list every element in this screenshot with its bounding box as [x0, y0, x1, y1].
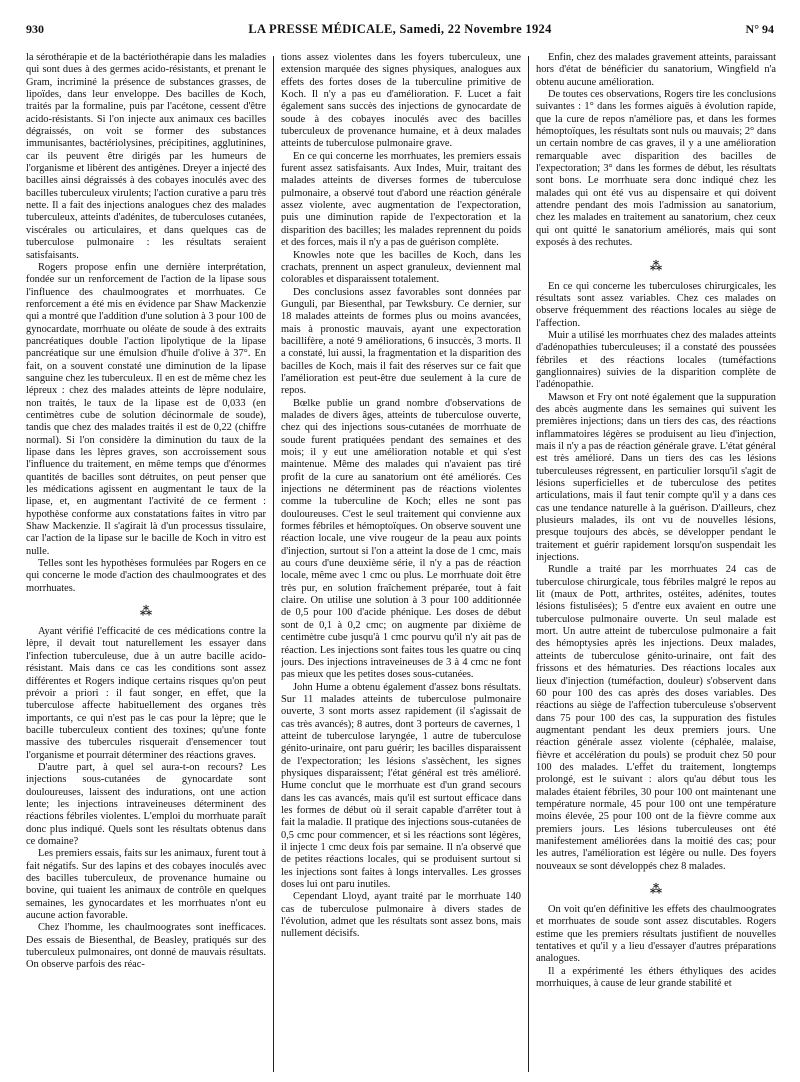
paragraph: On voit qu'en définitive les effets des chaulmoogrates et morrhuates de soude sont assez discutables. Rogers estime que les premiers résultats justifient de nouvelles tentatives et qu'il y a lieu d'essayer d'autres préparations analogues. — [536, 904, 776, 965]
column-rule — [528, 56, 529, 1072]
paragraph: Ayant vérifié l'efficacité de ces médications contre la lèpre, il devait tout naturellement les essayer dans l'infection tuberculeuse, due à un autre bacille acido-résistant. Mais dans ce cas les conditions sont assez différentes et Rogers indique certains risques qu'on peut prévoir a priori : il faut songer, en effet, que la tuberculose affecte habituellement des organes très importants, ce qui n'est pas le cas pour la lèpre; que le bacille tuberculeux contient des toxines; qu'une fonte massive des tubercules risquerait d'ensemencer tout l'organisme et pourrait déterminer des réactions graves. — [26, 626, 266, 761]
text-column-1 — [26, 52, 266, 1074]
journal-title: LA PRESSE MÉDICALE, Samedi, 22 Novembre 1924 — [248, 22, 552, 36]
paragraph: Cependant Lloyd, ayant traité par le morrhuate 140 cas de tuberculose pulmonaire à divers stades de l'évolution, admet que les résultats sont assez bons, mais nullement décisifs. — [281, 891, 521, 940]
paragraph: Bœlke publie un grand nombre d'observations de malades de divers âges, atteints de tuberculose ouverte, chez qui des injections sous-cutanées de morrhuate de soude furent pratiquées pendant des semaines et des mois; il y eut une amélioration notable et qui s'est maintenue. Même des malades qui n'avaient pas tiré profit de la cure au sanatorium ont été améliorés. Ces injections ne déterminent pas de réactions violentes comme la tuberculine de Koch; elles ne sont pas douloureuses. C'est le seul traitement qui convienne aux formes fébriles et hémoptoïques. On observe souvent une réaction locale, une vive rougeur de la peau aux points d'injection, surtout si l'on a atteint la dose de 1 cmc, mais au cours d'une deuxième série, il n'y a pas de réaction locale, même avec 1 cmc ou plus. Le morrhuate doit être très pur, en solution fraîchement préparée, tout à fait claire. On utilise une solution à 3 pour 100 additionnée de 0,5 pour 100 d'acide phénique. Les doses de début sont de 0,1 à 0,2 cmc; on augmente par dixième de centimètre cube jusqu'à 1 cmc pourvu qu'il n'y ait pas de réaction. Les injections sont faites tous les quatre ou cinq jours. Des injections intraveineuses de 3 à 4 cmc ne font pas mieux que les petites doses sous-cutanées. — [281, 397, 521, 681]
column-rule — [273, 56, 274, 1072]
paragraph: Il a expérimenté les éthers éthyliques des acides morrhuiques, à cause de leur grande stabilité et — [536, 965, 776, 990]
paragraph: Enfin, chez des malades gravement atteints, paraissant hors d'état de bénéficier du sanatorium, Wingfield n'a obtenu aucune amélioration. — [536, 52, 776, 88]
article-body — [26, 52, 776, 1074]
paragraph: Muir a utilisé les morrhuates chez des malades atteints d'adénopathies tuberculeuses; il a constaté des poussées fébriles et des réactions locales (tuméfactions ganglionnaires) suivies de la disparition complète de l'adénopathie. — [536, 329, 776, 391]
paragraph: Telles sont les hypothèses formulées par Rogers en ce qui concerne le mode d'action des chaulmoogrates et des morrhuates. — [26, 558, 266, 594]
issue-number: N° 94 — [745, 22, 774, 36]
text-column-2 — [281, 52, 521, 1074]
paragraph: la sérothérapie et de la bactériothérapie dans les maladies qui sont dues à des germes acido-résistants, et prenant le Gram, incriminé la présence de substances grasses, de lipoïdes, dans leur enveloppe. Des bacilles de Koch, traités par la formaline, puis par l'acétone, cessent d'être acido-résistants. Si l'on injecte aux animaux ces bacilles dégraissés, on voit se former des substances immunisantes, bactériolysines, précipitines, agglutinines, car ils peuvent être dirigés par les humeurs de l'organisme et libèrent des antigènes. Dreyer a injecté des bacilles ainsi dégraissés à des cobayes inoculés avec des bacilles tuberculeux virulents; l'action curative a paru très nette. Il a fait des injections analogues chez des malades tuberculeux, atteints d'adénites, de tuberculoses cutanées, viscérales ou articulaires, et dans quelques cas de tuberculose pulmonaire : les résultats seraient satisfaisants. — [26, 52, 266, 261]
paragraph: Les premiers essais, faits sur les animaux, furent tout à fait négatifs. Sur des lapins et des cobayes inoculés avec des bacilles tuberculeux, de provenance humaine ou bovine, qui tuaient les animaux de contrôle en quelques semaines, les gynocardates et les morrhuates n'ont eu aucune action favorable. — [26, 848, 266, 922]
paragraph: Rogers propose enfin une dernière interprétation, fondée sur un renforcement de l'action de la lipase sous l'influence des chaulmoogrates et morrhuates. Ce renforcement a été mis en évidence par Shaw Mackenzie qui a montré que l'addition d'une solution à 3 pour 100 de gynocardate, morrhuate ou oléate de soude à des extraits pancréatiques double l'action lipolytique de la lipase pancréatique sur une émulsion d'huile d'olive à 37°. En fait, on a souvent constaté une diminution de la lipase sanguine chez les tuberculeux. Il en est de même chez les lépreux : chez des malades atteints de lèpre nodulaire, non traités, le taux de la lipase est de 0,033 (en centimètres cube de solution décinormale de soude), tandis que chez des malades traités il est de 0,22 (chiffre normal). Si l'on considère la diminution du taux de la lipase dans les lèpres graves, son accroissement sous l'influence du traitement, en même temps que d'énormes quantités de bacilles sont détruites, on peut penser que les médications agissent en augmentant le taux de la lipase, et, en augmentant l'activité de ce ferment : hypothèse conforme aux constatations faites in vitro par Shaw Mackenzie. Il s'agirait là d'un processus tissulaire, car l'action de la lipase sur le bacille de Koch in vitro est nulle. — [26, 261, 266, 557]
paragraph: Mawson et Fry ont noté également que la suppuration des abcès augmente dans les semaines qui suivent les premières injections; dans un tiers des cas, des réactions inflammatoires légères se produisent au lieu d'injection, mais il n'y a pas de réaction générale grave. L'état général est très amélioré. Dans un tiers des cas les lésions tuberculeuses régressent, en particulier lorsqu'il s'agit de lésions superficielles et de tuberculose des petites articulations, mais il faut tenir compte qu'il y a dans ces cas une tendance naturelle à la guérison. D'ailleurs, chez plusieurs malades, ils ont vu de nouvelles lésions, presque toujours des abcès, se développer pendant le traitement et guérir rapidement lorsqu'on suspendait les injections. — [536, 391, 776, 564]
paragraph: Des conclusions assez favorables sont données par Gunguli, par Biesenthal, par Tewksbury. Ce dernier, sur 18 malades atteints de formes plus ou moins avancées, mais à pronostic mauvais, ayant une expectoration bacillifère, a noté 9 améliorations, 6 insuccès, 3 morts. Il a constaté, lui aussi, la fragmentation et la disparition des bacilles de Koch, mais il fait des réserves sur ce fait que l'amélioration est peut-être due seulement à la cure de repos. — [281, 286, 521, 397]
section-separator: ⁂ — [649, 258, 663, 273]
paragraph: En ce qui concerne les tuberculoses chirurgicales, les résultats sont assez variables. Chez ces malades on observe fréquemment des réactions locales au siège de l'affection. — [536, 280, 776, 329]
paragraph: Knowles note que les bacilles de Koch, dans les crachats, prennent un aspect granuleux, deviennent mal colorables et disparaissent totalement. — [281, 249, 521, 286]
paragraph: En ce qui concerne les morrhuates, les premiers essais furent assez satisfaisants. Aux Indes, Muir, traitant des malades atteints de diverses formes de tuberculose pulmonaire, a observé tout d'abord une réaction générale assez violente, avec augmentation de l'expectoration, puis une diminution rapide de l'expectoration et la disparition des bacilles; les malades reprennent du poids et des forces, mais il n'y a pas de guérison complète. — [281, 150, 521, 249]
paragraph: De toutes ces observations, Rogers tire les conclusions suivantes : 1° dans les formes aiguës à évolution rapide, que la cure de repos n'améliore pas, et dans les formes hémoptoïques, les résultats sont nuls ou mauvais; 2° dans un certain nombre de cas graves, il y a une amélioration remarquable avec disparition des bacilles de l'expectoration; 3° dans les formes de début, les résultats sont bons. Le morrhuate sera donc indiqué chez les malades qui ont été vus au dispensaire et qui doivent attendre pendant des mois l'admission au sanatorium, chez les malades en traitement au sanatorium, chez ceux qui ont quitté le sanatorium améliorés, mais qui sont exposés à des rechutes. — [536, 89, 776, 249]
page-header — [26, 22, 774, 44]
paragraph: tions assez violentes dans les foyers tuberculeux, une extension marquée des signes physiques, analogues aux effets des fortes doses de la tuberculine primitive de Koch. Il n'y a pas eu d'amélioration. F. Lucet a fait également sans succès des injections de gynocardate de soude à des cobayes inoculés avec des bacilles tuberculeux de provenance humaine, et à deux malades atteints de tuberculose pulmonaire grave. — [281, 52, 521, 150]
page-number: 930 — [26, 22, 44, 36]
paragraph: John Hume a obtenu également d'assez bons résultats. Sur 11 malades atteints de tuberculose pulmonaire ouverte, 3 sont morts assez rapidement (il s'agissait de cas très avancés); 8 autres, dont 3 porteurs de cavernes, 1 atteint de tuberculose laryngée, 1 autre de tuberculose génito-urinaire, ont paru guérir; les bacilles disparaissent de l'expectoration; les lésions s'assèchent, les signes physiques disparaissent; l'état général est très amélioré. Hume conclut que le morrhuate est d'un grand secours dans les cas avancés, mais qu'il est surtout efficace dans les formes de début où il serait capable d'arrêter tout à fait la maladie. Il pratique des injections sous-cutanées de 0,5 cmc pour commencer, et si les réactions sont légères, il injecte 1 cmc deux fois par semaine. Il n'a observé que de petites réactions locales, qui se produisent surtout si les injections sont faites à longs intervalles. Les grosses doses lui ont paru inutiles. — [281, 681, 521, 891]
paragraph: Chez l'homme, les chaulmoogrates sont inefficaces. Des essais de Biesenthal, de Beasley, pratiqués sur des tuberculeux pulmonaires, ont donné de mauvais résultats. On observe parfois des réac- — [26, 922, 266, 971]
paragraph: Rundle a traité par les morrhuates 24 cas de tuberculose chirurgicale, tous fébriles malgré le repos au lit (maux de Pott, arthrites, ostéites, adénites, toutes lésions fistulisées); 5 d'entre eux avaient en outre une tuberculose pulmonaire ouverte. Un seul malade est mort. Un autre atteint de tuberculose pulmonaire a fait des hémoptysies après les injections. Deux malades, atteints de tuberculose génito-urinaire, ont fait des frissons et des hématuries. Des réactions locales aux lieux d'injection (tuméfaction, douleur) s'observent dans 60 pour 100 des cas après des doses variables. Des réactions au siège de l'affection tuberculeuse s'observent dans 75 pour 100 des cas, la suppuration des fistules augmentant pendant les deux premiers jours. Une réaction générale assez violente (céphalée, malaise, fièvre et accélération du pouls) se produit chez 50 pour 100 des malades. L'effet du traitement, longtemps prolongé, est le suivant : alors qu'au début tous les malades étaient fébriles, 30 pour 100 ont maintenant une température normale, 45 pour 100 ont une température moins élevée, 25 pour 100 ont de la fièvre comme aux premiers jours. Les lésions tuberculeuses ont été manifestement améliorées dans la moitié des cas; pour les autres, l'amélioration est légère ou nulle. Des foyers nouveaux se sont développés chez 8 malades. — [536, 564, 776, 872]
text-column-3 — [536, 52, 776, 1074]
section-separator: ⁂ — [649, 882, 663, 896]
paragraph: D'autre part, à quel sel aura-t-on recours? Les injections sous-cutanées de gynocardate sont douloureuses, laissent des indurations, ont une action lente; les injections intraveineuses déterminent des réactions fébriles violentes. L'emploi du morrhuate paraît donc plus indiqué. Quels sont les résultats obtenus dans ce domaine? — [26, 761, 266, 847]
section-separator: ⁂ — [139, 604, 153, 619]
